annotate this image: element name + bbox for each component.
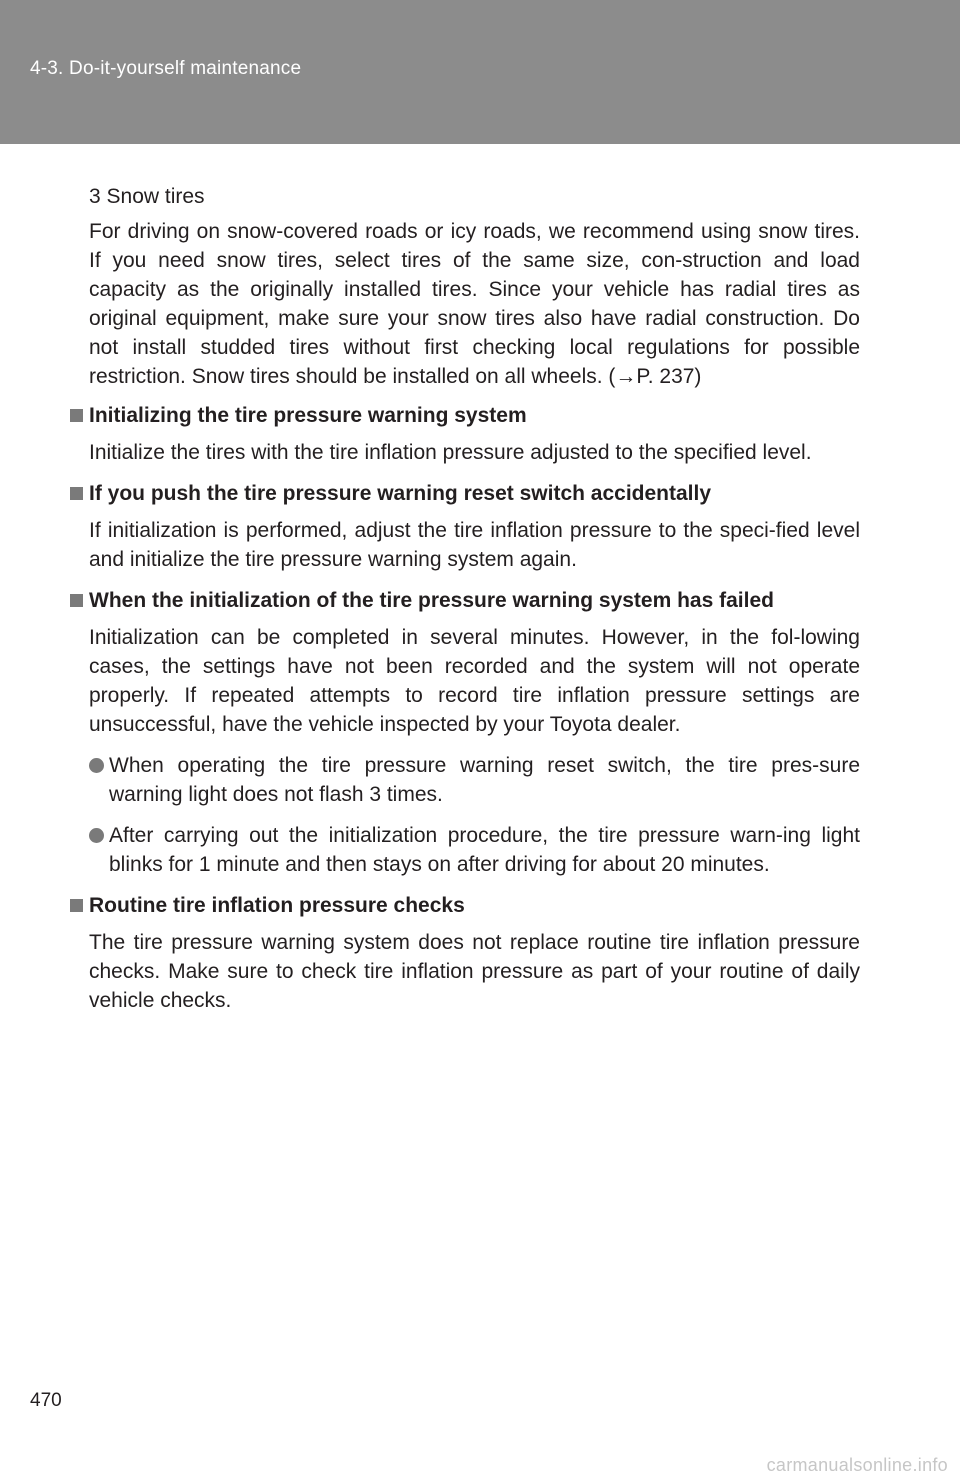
section-heading-text: Initializing the tire pressure warning system bbox=[89, 404, 527, 427]
section-heading bbox=[70, 479, 860, 508]
section-body: If initialization is performed, adjust the tire inflation pressure to the speci-fied level and initialize the tire pressure warning system again. bbox=[89, 519, 860, 571]
section-heading bbox=[70, 586, 860, 615]
square-bullet-icon bbox=[70, 899, 83, 912]
watermark: carmanualsonline.info bbox=[766, 1455, 948, 1475]
section-body: Initialize the tires with the tire inflation pressure adjusted to the specified level. bbox=[89, 441, 812, 464]
section-heading bbox=[70, 891, 860, 920]
section-body: The tire pressure warning system does not replace routine tire inflation pressure checks. Make sure to check tire inflation pressure as part of your routine of daily vehicle checks. bbox=[89, 931, 860, 1012]
square-bullet-icon bbox=[70, 487, 83, 500]
list-item-text: After carrying out the initialization procedure, the tire pressure warn-ing light blinks for 1 minute and then stays on after driving for about 20 minutes. bbox=[109, 824, 860, 876]
section-initialization-failed bbox=[70, 586, 860, 879]
chapter-title: 4-3. Do-it-yourself maintenance bbox=[30, 58, 302, 79]
section-heading-text: Routine tire inflation pressure checks bbox=[89, 894, 465, 917]
list-item bbox=[70, 821, 860, 879]
square-bullet-icon bbox=[70, 594, 83, 607]
snow-tires-title: 3 Snow tires bbox=[89, 185, 205, 208]
list-item-text: When operating the tire pressure warning reset switch, the tire pres-sure warning light does not flash 3 times. bbox=[109, 754, 860, 806]
round-bullet-icon bbox=[89, 828, 104, 843]
section-body: Initialization can be completed in several minutes. However, in the fol-lowing cases, the settings have not been recorded and the system will not operate properly. If repeated attempts to record tire inflation pressure settings are unsuccessful, have the vehicle inspected by your Toyota dealer. bbox=[89, 626, 860, 736]
section-routine-checks bbox=[70, 891, 860, 1015]
page-number: 470 bbox=[30, 1390, 62, 1411]
section-heading-text: When the initialization of the tire pressure warning system has failed bbox=[89, 589, 774, 612]
section-heading bbox=[70, 401, 860, 430]
snow-tires-body: For driving on snow-covered roads or icy roads, we recommend using snow tires. If you need snow tires, select tires of the same size, con-struction and load capacity as the originally installed tires. Since your vehicle has radial tires as original equipment, make sure your snow tires also have radial construction. Do not install studded tires without first checking local regulations for possible restriction. Snow tires should be installed on all wheels. (→P. 237) bbox=[89, 220, 860, 388]
chapter-header-band bbox=[0, 0, 960, 144]
square-bullet-icon bbox=[70, 409, 83, 422]
section-reset-switch-accidental bbox=[70, 479, 860, 574]
section-heading-text: If you push the tire pressure warning reset switch accidentally bbox=[89, 482, 712, 505]
section-initializing bbox=[70, 401, 860, 467]
list-item bbox=[70, 751, 860, 809]
page-content bbox=[70, 182, 860, 1027]
round-bullet-icon bbox=[89, 758, 104, 773]
